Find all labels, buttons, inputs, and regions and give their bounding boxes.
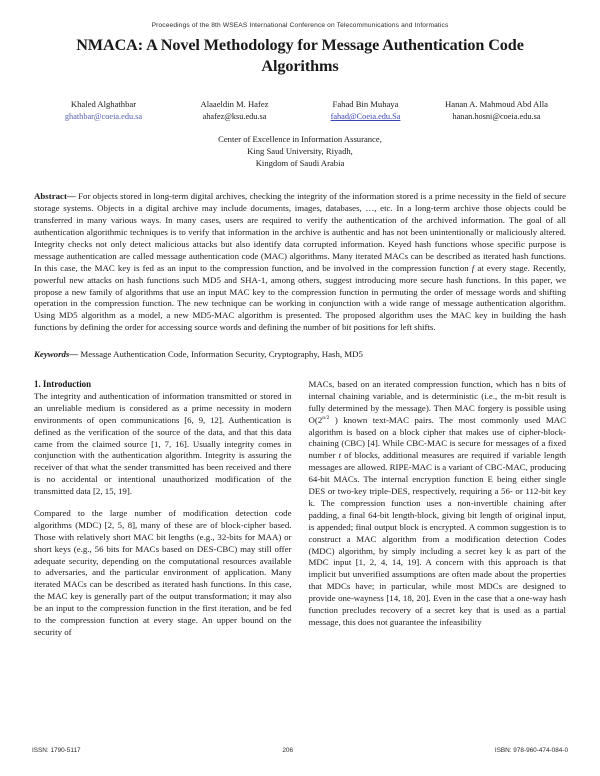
keywords-section [34, 349, 566, 361]
page-title: NMACA: A Novel Methodology for Message Authentication Code Algorithms [76, 36, 524, 75]
author-email-text: hanan.hosni@coeia.edu.sa [452, 112, 541, 122]
paragraph: The integrity and authentication of information transmitted or stored in an unreliable medium is considered as a prime necessity in modern environments of open communications [6, 9, 12]. Authentication is defined as the verification of the source of the data, and that this data came from the claimed source [1, 7, 16]. Usually integrity comes in conjunction with the authentication algorithm. Integrity is assuring the receiver of that what the sender transmitted has been received and there is no accidental or intentional unauthorized modification of the transmitted data [2, 15, 19]. [34, 391, 292, 497]
author-email-link[interactable]: ghathbar@coeia.edu.sa [64, 112, 143, 122]
author-name: Alaaeldin M. Hafez [200, 99, 269, 110]
author-email[interactable] [300, 111, 431, 123]
author-entry [300, 98, 431, 123]
exponent-superscript: n/2 [322, 414, 330, 421]
paragraph: Compared to the large number of modification detection code algorithms (MDC) [2, 5, 8], many of these are of block-cipher based. Those with relatively short MAC bit lengths (e.g., 32-bits for MAA) or short keys (e.g., 56 bits for MACs based on DES-CBC) may still offer adequate security, depending on the computational resources available to adversaries, and the particular environment of application. Many iterated MACs can be described as iterated hash functions. In this case, the MAC key is generally part of the output transformation; it may also be an input to the compression function in the first iteration, and be fed to the compression function at every stage. An upper bound on the security of [34, 508, 292, 637]
abstract-section [34, 191, 566, 334]
author-name: Fahad Bin Muhaya [332, 99, 399, 110]
abstract-label: Abstract— [34, 191, 76, 202]
paragraph-text-part-2: ) known text-MAC pairs. The most commonly used MAC algorithm is based on a block cipher that makes use of cipher-block-chaining (CBC) [4]. While CBC-MAC is secure for messages of a fixed number [308, 414, 566, 461]
section-heading-introduction: 1. Introduction [34, 379, 92, 390]
author-email[interactable] [169, 111, 300, 123]
conference-proceedings-line: Proceedings of the 8th WSEAS International Conference on Telecommunications and Informatics [151, 22, 449, 29]
page-footer [32, 747, 568, 754]
author-entry [38, 98, 169, 123]
affiliation-line-1: Center of Excellence in Information Assurance, [218, 133, 382, 144]
left-column [34, 379, 292, 639]
isbn-label: ISBN: 978-960-474-084-0 [494, 747, 568, 754]
author-name: Khaled Alghathbar [70, 99, 137, 110]
author-email[interactable] [38, 111, 169, 123]
affiliation-line-3: Kingdom of Saudi Arabia [255, 158, 345, 169]
abstract-text-part-2: at every stage. Recently, powerful new attacks on hash functions such MD5 and SHA-1, among others, suggest introducing more secure hash functions. In this paper, we propose a new family of algorithms that use an input MAC key to the compression function in permuting the order of message words and shifting operation in the compression function. The new technique can be working in conjunction with a wide range of message authentication algorithm. Using MD5 algorithm as a model, a new MD5-MAC algorithm is presented. The proposed algorithm uses the MAC key in building the hash functions by defining the order for accessing source words and defining the number of bit positions for left shifts. [34, 262, 566, 333]
author-name: Hanan A. Mahmoud Abd Alla [445, 99, 548, 110]
issn-label: ISSN: 1790-5117 [32, 747, 81, 754]
abstract-text-part-1: For objects stored in long-term digital archives, checking the integrity of the information stored is a prime necessity in the field of secure storage systems. Objects in a digital archive may include documents, images, databases, …, etc. In a long-term archive those objects could be transferred in many various ways. In many cases, users are required to verify the authentication of the archived information. The goal of all authentication algorithmic techniques is to verify that information in the archive is authentic and has not been unintentionally or maliciously altered. Integrity checks not only detect malicious attacks but also identify data corrupted information. Keyed hash functions whose specific purpose is message authentication are called message authentication code (MAC) algorithms. Many iterated MACs can be described as iterated hash functions. In this case, the MAC key is fed as an input to the compression function, and be involved in the compression function [34, 191, 566, 273]
page-number: 206 [282, 747, 294, 754]
author-email[interactable] [431, 111, 562, 123]
italic-t: t [338, 450, 342, 461]
abstract-italic-f: f [471, 262, 475, 273]
author-list [38, 98, 562, 123]
two-column-body [34, 379, 566, 639]
paragraph-text-part-1: MACs, based on an iterated compression function, which has n bits of internal chaining variable, and is deterministic (i.e., the m-bit result is fully determined by the message). Then MAC forgery is possible using O(2 [308, 379, 566, 425]
right-column [309, 379, 567, 639]
author-entry [431, 98, 562, 123]
author-entry [169, 98, 300, 123]
affiliation-line-2: King Saud University, Riyadh, [247, 146, 353, 156]
keywords-text: Message Authentication Code, Information Security, Cryptography, Hash, MD5 [78, 349, 363, 360]
affiliation-block [32, 133, 568, 170]
author-email-text: ahafez@ksu.edu.sa [202, 112, 267, 122]
keywords-label: Keywords— [34, 349, 79, 360]
paragraph [309, 379, 567, 629]
paragraph-text-part-3: of blocks, additional measures are required if variable length messages are allowed. RIPE-MAC is a variant of CBC-MAC, producing 64-bit MACs. The internal encryption function E being either single DES or two-key triple-DES, respectively, requiring a 56- or 112-bit key k. The compression function uses a non-invertible chaining after padding, a final 64-bit length-block, giving bit length of original input, is appended; final output block is encrypted. A common suggestion is to construct a MAC algorithm from a modification detection Codes (MDC) algorithm, by simply including a secret key k as part of the MDC input [1, 2, 4, 14, 19]. A concern with this approach is that implicit but unverified assumptions are often made about the properties that MDCs have; in particular, while most MDCs are designed to provide one-wayness [14, 18, 20]. Even in the case that a one-way hash function precludes recovery of a secret key that is used as a partial message, this does not guarantee the infeasibility [308, 450, 566, 627]
author-email-link[interactable]: fahad@Coeia.edu.Sa [330, 112, 401, 122]
